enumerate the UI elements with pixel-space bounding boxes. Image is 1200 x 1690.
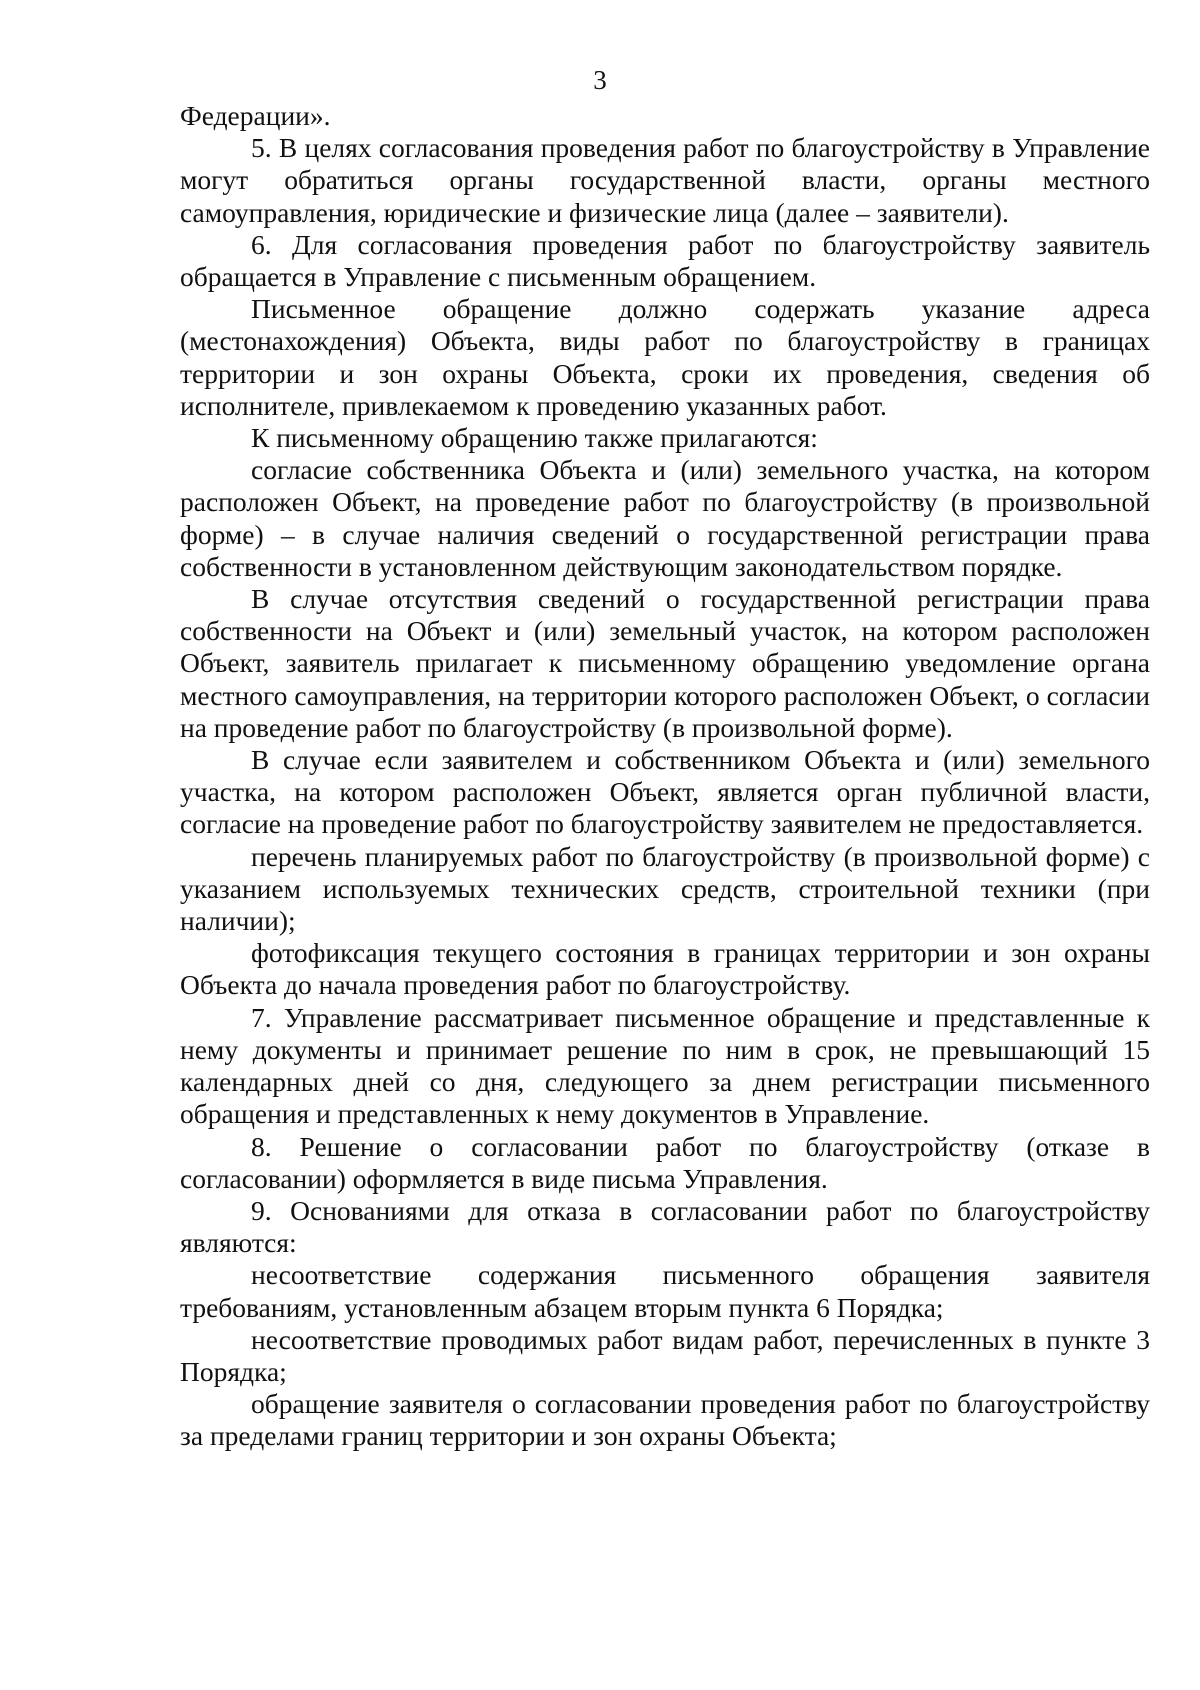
paragraph-item-8: 8. Решение о согласовании работ по благоустройству (отказе в согласовании) оформляется в виде письма Управления. [180,1130,1150,1194]
paragraph-continuation: Федерации». [180,100,331,131]
paragraph-photo-fixation: фотофиксация текущего состояния в границах территории и зон охраны Объекта до начала проведения работ по благоустройству. [180,937,1150,1001]
paragraph-item-7: 7. Управление рассматривает письменное обращение и представленные к нему документы и принимает решение по ним в срок, не превышающий 15 календарных дней со дня, следующего за днем регистрации письменного обращения и представленных к нему документов в Управление. [180,1001,1150,1130]
paragraph-item-9: 9. Основаниями для отказа в согласовании работ по благоустройству являются: [180,1194,1150,1259]
document-body [180,100,1150,1453]
paragraph-attachments-intro: К письменному обращению также прилагаются: [251,422,818,454]
page-number: 3 [593,65,607,95]
paragraph-works-list: перечень планируемых работ по благоустройству (в произвольной форме) с указанием используемых технических средств, строительной техники (при наличии); [180,840,1150,937]
paragraph-refusal-ground-2: несоответствие проводимых работ видам работ, перечисленных в пункте 3 Порядка; [180,1323,1150,1387]
paragraph-item-6: 6. Для согласования проведения работ по благоустройству заявитель обращается в Управление с письменным обращением. [180,228,1150,293]
paragraph-refusal-ground-3: обращение заявителя о согласовании проведения работ по благоустройству за пределами границ территории и зон охраны Объекта; [180,1388,1150,1452]
paragraph-item-5: 5. В целях согласования проведения работ по благоустройству в Управление могут обратиться органы государственной власти, органы местного самоуправления, юридические и физические лица (далее – заявители). [180,132,1150,228]
paragraph-refusal-ground-1: несоответствие содержания письменного обращения заявителя требованиям, установленным абзацем вторым пункта 6 Порядка; [180,1259,1150,1323]
paragraph-written-request-contents: Письменное обращение должно содержать указание адреса (местонахождения) Объекта, виды работ по благоустройству в границах территории и зон охраны Объекта, сроки их проведения, сведения об исполнителе, привлекаемом к проведению указанных работ. [180,293,1150,421]
paragraph-owner-consent: согласие собственника Объекта и (или) земельного участка, на котором расположен Объект, на проведение работ по благоустройству (в произвольной форме) – в случае наличия сведений о государственной регистрации права собственности в установленном действующим законодательством порядке. [180,454,1150,582]
paragraph-no-registration: В случае отсутствия сведений о государственной регистрации права собственности на Объект и (или) земельный участок, на котором расположен Объект, заявитель прилагает к письменному обращению уведомление органа местного самоуправления, на территории которого расположен Объект, о согласии на проведение работ по благоустройству (в произвольной форме). [180,583,1150,743]
paragraph-public-authority: В случае если заявителем и собственником Объекта и (или) земельного участка, на котором расположен Объект, является орган публичной власти, согласие на проведение работ по благоустройству заявителем не предоставляется. [180,744,1150,840]
